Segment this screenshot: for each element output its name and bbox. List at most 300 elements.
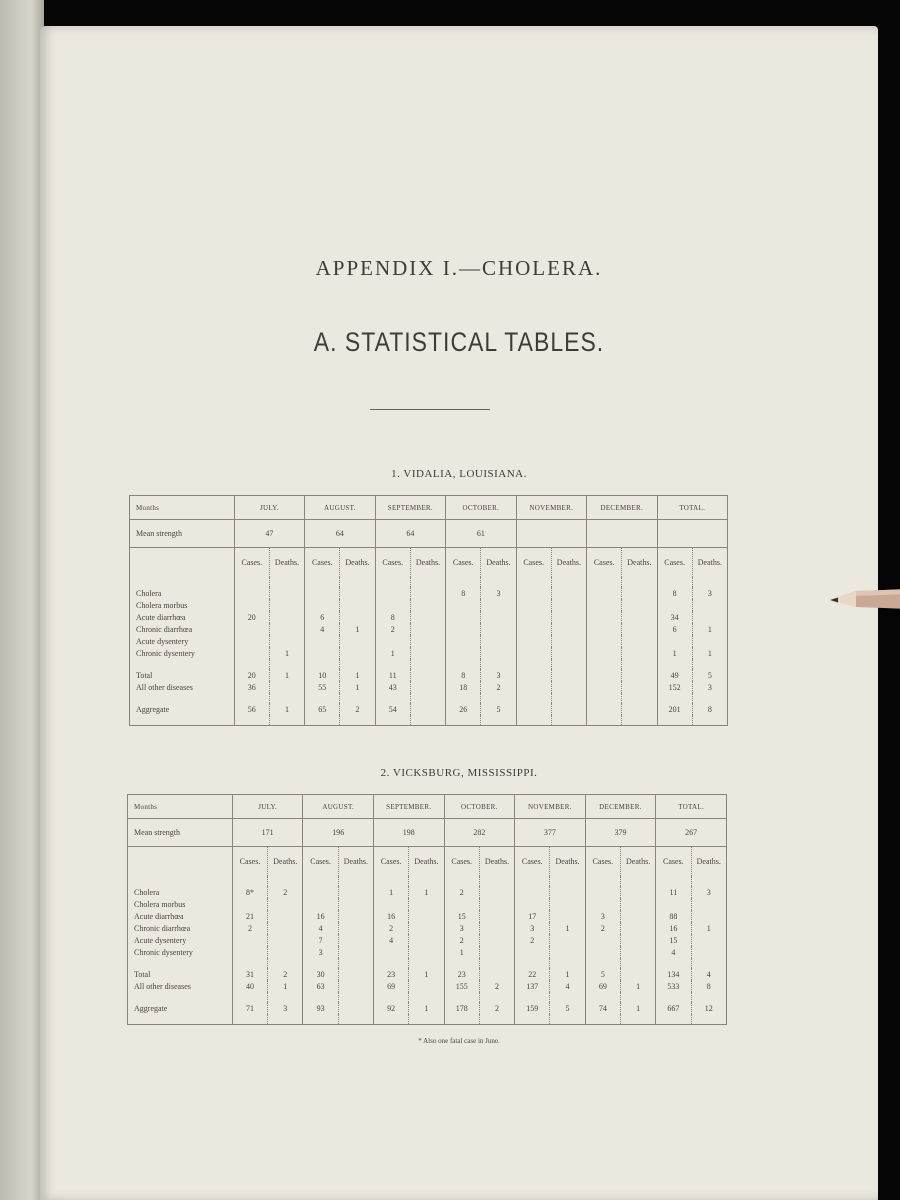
month-header: AUGUST. (303, 795, 374, 819)
cases-cell (305, 587, 340, 599)
spacer-cell (657, 577, 692, 587)
deaths-cell: 8 (692, 703, 727, 715)
cases-cell: 23 (374, 968, 409, 980)
cases-cell (234, 587, 269, 599)
vicksburg-table (127, 794, 727, 1025)
spacer-cell (303, 992, 338, 1002)
cases-cell: 8 (446, 587, 481, 599)
deaths-cell (620, 934, 655, 946)
cases-cell: 20 (234, 669, 269, 681)
deaths-cell (409, 922, 444, 934)
spacer-cell (234, 577, 269, 587)
deaths-cell (551, 703, 586, 715)
deaths-cell (340, 599, 375, 611)
row-label: Total (136, 670, 153, 680)
spacer-cell (551, 715, 586, 726)
month-header: DECEMBER. (587, 496, 657, 520)
cases-cell (585, 934, 620, 946)
deaths-cell (550, 910, 585, 922)
months-label: Months (130, 496, 235, 520)
spacer-cell (479, 876, 514, 886)
disease-row (130, 635, 728, 647)
spacer-cell (410, 659, 445, 669)
cases-cell (587, 635, 622, 647)
disease-row (128, 898, 727, 910)
row-label: Acute dysentery (134, 935, 187, 945)
spacer-cell (481, 715, 516, 726)
row-label: Cholera (134, 887, 160, 897)
spacer-cell (446, 715, 481, 726)
cases-cell (585, 898, 620, 910)
deaths-cell (269, 587, 304, 599)
deaths-cell: 4 (550, 980, 585, 992)
spacer-cell (656, 958, 691, 968)
aggregate-row (130, 703, 728, 715)
cases-deaths-header-row (128, 847, 727, 877)
months-header-row (130, 496, 728, 520)
spacer-cell (481, 693, 516, 703)
deaths-cell (620, 922, 655, 934)
spacer-cell (410, 693, 445, 703)
spacer-cell (340, 715, 375, 726)
spacer-cell (410, 715, 445, 726)
deaths-header: Deaths. (551, 548, 586, 578)
cases-cell (587, 587, 622, 599)
deaths-cell: 2 (481, 681, 516, 693)
cases-cell: 71 (232, 1002, 267, 1014)
cases-header: Cases. (374, 847, 409, 877)
deaths-header: Deaths. (481, 548, 516, 578)
cases-cell: 11 (375, 669, 410, 681)
spacer-row (128, 992, 727, 1002)
spacer-cell (375, 659, 410, 669)
deaths-cell (410, 703, 445, 715)
deaths-cell (691, 934, 726, 946)
spacer-row (130, 715, 728, 726)
spacer-cell (585, 958, 620, 968)
cases-header: Cases. (444, 847, 479, 877)
spacer-cell (515, 958, 550, 968)
deaths-cell (338, 898, 373, 910)
deaths-cell (551, 635, 586, 647)
cases-cell (587, 599, 622, 611)
mean-strength-value: 379 (585, 819, 656, 847)
spacer-cell (515, 992, 550, 1002)
footnote: * Also one fatal case in June. (418, 1037, 500, 1045)
deaths-cell (550, 946, 585, 958)
cases-cell: 137 (515, 980, 550, 992)
mean-strength-row (130, 520, 728, 548)
mean-strength-value (587, 520, 657, 548)
deaths-header: Deaths. (268, 847, 303, 877)
spacer-cell (303, 958, 338, 968)
vidalia-table (129, 495, 728, 726)
cases-cell (516, 623, 551, 635)
deaths-cell (551, 611, 586, 623)
spacer-cell (516, 715, 551, 726)
deaths-cell (269, 611, 304, 623)
deaths-cell (269, 623, 304, 635)
cases-cell: 17 (515, 910, 550, 922)
spacer-cell (691, 1014, 726, 1025)
deaths-cell (620, 898, 655, 910)
mean-strength-value: 198 (374, 819, 445, 847)
spacer-cell (550, 958, 585, 968)
spacer-cell (622, 577, 657, 587)
cases-cell (232, 946, 267, 958)
spacer-cell (622, 715, 657, 726)
cases-cell (515, 946, 550, 958)
deaths-cell: 2 (340, 703, 375, 715)
spacer-cell (656, 992, 691, 1002)
deaths-cell: 5 (550, 1002, 585, 1014)
deaths-cell (269, 635, 304, 647)
section-title: A. STATISTICAL TABLES. (313, 326, 605, 357)
deaths-cell: 4 (691, 968, 726, 980)
spacer-cell (232, 958, 267, 968)
months-label: Months (128, 795, 233, 819)
cases-cell: 3 (515, 922, 550, 934)
deaths-cell: 1 (550, 922, 585, 934)
deaths-header: Deaths. (479, 847, 514, 877)
spacer-cell (550, 876, 585, 886)
spacer-cell (620, 1014, 655, 1025)
spacer-cell (268, 992, 303, 1002)
spacer-cell (587, 715, 622, 726)
cases-cell: 11 (656, 886, 691, 898)
deaths-header: Deaths. (622, 548, 657, 578)
deaths-cell (479, 934, 514, 946)
mean-strength-value: 61 (446, 520, 516, 548)
spacer-cell (587, 693, 622, 703)
mean-strength-value: 64 (375, 520, 445, 548)
cases-cell: 1 (657, 647, 692, 659)
cases-cell (234, 647, 269, 659)
blank-label (128, 847, 233, 877)
spacer-cell (303, 1014, 338, 1025)
cases-cell: 16 (374, 910, 409, 922)
mean-strength-value (516, 520, 586, 548)
deaths-cell: 2 (479, 1002, 514, 1014)
cases-cell (516, 587, 551, 599)
deaths-cell: 1 (340, 681, 375, 693)
cases-cell: 18 (446, 681, 481, 693)
deaths-cell (340, 635, 375, 647)
cases-cell (303, 898, 338, 910)
mean-strength-value: 267 (656, 819, 727, 847)
deaths-cell (338, 1002, 373, 1014)
row-label: Total (134, 969, 151, 979)
spacer-cell (551, 577, 586, 587)
spacer-cell (305, 577, 340, 587)
spacer-cell (409, 992, 444, 1002)
appendix-title: APPENDIX I.—CHOLERA. (315, 256, 603, 280)
month-header: TOTAL. (656, 795, 727, 819)
deaths-cell (338, 934, 373, 946)
spacer-cell (269, 715, 304, 726)
cases-cell (444, 898, 479, 910)
deaths-cell (692, 611, 727, 623)
deaths-cell: 3 (692, 681, 727, 693)
deaths-cell (268, 946, 303, 958)
deaths-cell (338, 968, 373, 980)
cases-cell: 1 (444, 946, 479, 958)
cases-cell (232, 934, 267, 946)
cases-cell (515, 886, 550, 898)
cases-deaths-header-row (130, 548, 728, 578)
cases-cell: 23 (444, 968, 479, 980)
row-label: Chronic dysentery (134, 947, 193, 957)
cases-cell: 54 (375, 703, 410, 715)
deaths-cell (340, 647, 375, 659)
cases-cell (446, 623, 481, 635)
spacer-cell (444, 876, 479, 886)
spacer-cell (620, 958, 655, 968)
spacer-cell (409, 1014, 444, 1025)
cases-cell (516, 703, 551, 715)
spacer-cell (479, 1014, 514, 1025)
deaths-cell (479, 898, 514, 910)
deaths-cell (481, 599, 516, 611)
cases-cell: 15 (444, 910, 479, 922)
cases-cell (587, 681, 622, 693)
cases-cell (587, 623, 622, 635)
cases-cell: 21 (232, 910, 267, 922)
cases-cell: 34 (657, 611, 692, 623)
spacer-cell (515, 876, 550, 886)
spacer-cell (340, 659, 375, 669)
spacer-cell (656, 876, 691, 886)
cases-cell: 92 (374, 1002, 409, 1014)
spacer-cell (303, 876, 338, 886)
deaths-cell (622, 635, 657, 647)
cases-cell (374, 946, 409, 958)
deaths-cell (551, 647, 586, 659)
cases-cell: 159 (515, 1002, 550, 1014)
spacer-cell (585, 1014, 620, 1025)
spacer-cell (444, 1014, 479, 1025)
spacer-cell (446, 577, 481, 587)
deaths-cell (550, 934, 585, 946)
cases-cell: 3 (585, 910, 620, 922)
row-label: Cholera (136, 588, 162, 598)
cases-header: Cases. (656, 847, 691, 877)
spacer-cell (410, 577, 445, 587)
cases-cell (446, 635, 481, 647)
deaths-cell (410, 647, 445, 659)
cases-cell (374, 898, 409, 910)
deaths-cell: 1 (269, 669, 304, 681)
spacer-cell (516, 693, 551, 703)
row-label: All other diseases (136, 682, 193, 692)
deaths-cell: 3 (481, 587, 516, 599)
deaths-cell: 5 (692, 669, 727, 681)
spacer-cell (479, 992, 514, 1002)
cases-cell: 56 (234, 703, 269, 715)
month-header: JULY. (232, 795, 303, 819)
spacer-cell (551, 693, 586, 703)
deaths-cell: 1 (409, 968, 444, 980)
deaths-cell (692, 635, 727, 647)
spacer-cell (656, 1014, 691, 1025)
deaths-cell (691, 898, 726, 910)
cases-cell: 134 (656, 968, 691, 980)
cases-cell: 65 (305, 703, 340, 715)
mean-strength-value: 171 (232, 819, 303, 847)
deaths-cell: 1 (620, 980, 655, 992)
deaths-cell (622, 611, 657, 623)
mean-strength-value: 64 (305, 520, 375, 548)
deaths-cell (409, 946, 444, 958)
spacer-cell (268, 958, 303, 968)
spacer-cell (375, 715, 410, 726)
deaths-cell (340, 611, 375, 623)
month-header: SEPTEMBER. (374, 795, 445, 819)
spacer-cell (130, 715, 235, 726)
spacer-row (130, 693, 728, 703)
cases-cell (234, 599, 269, 611)
deaths-cell (622, 587, 657, 599)
spacer-cell (691, 958, 726, 968)
cases-cell: 178 (444, 1002, 479, 1014)
mean-strength-label: Mean strength (130, 520, 235, 548)
month-header: AUGUST. (305, 496, 375, 520)
month-header: NOVEMBER. (515, 795, 586, 819)
spacer-cell (479, 958, 514, 968)
spacer-cell (585, 992, 620, 1002)
spacer-cell (622, 693, 657, 703)
deaths-header: Deaths. (340, 548, 375, 578)
deaths-cell (622, 703, 657, 715)
cases-cell: 2 (444, 934, 479, 946)
deaths-cell (481, 623, 516, 635)
spacer-cell (446, 693, 481, 703)
spacer-cell (128, 958, 233, 968)
spacer-cell (234, 659, 269, 669)
deaths-cell (409, 910, 444, 922)
cases-cell (516, 681, 551, 693)
deaths-header: Deaths. (409, 847, 444, 877)
cases-cell: 152 (657, 681, 692, 693)
cases-cell: 93 (303, 1002, 338, 1014)
deaths-cell: 1 (692, 623, 727, 635)
cases-cell (446, 611, 481, 623)
spacer-cell (130, 693, 235, 703)
cases-cell: 22 (515, 968, 550, 980)
deaths-cell (620, 968, 655, 980)
spacer-cell (340, 693, 375, 703)
spacer-cell (374, 1014, 409, 1025)
cases-cell: 4 (374, 934, 409, 946)
deaths-cell (410, 599, 445, 611)
deaths-cell (410, 669, 445, 681)
row-label: All other diseases (134, 981, 191, 991)
spacer-cell (657, 715, 692, 726)
deaths-cell: 2 (268, 886, 303, 898)
deaths-cell: 1 (620, 1002, 655, 1014)
spacer-cell (374, 876, 409, 886)
cases-cell: 88 (656, 910, 691, 922)
cases-cell (657, 635, 692, 647)
deaths-header: Deaths. (410, 548, 445, 578)
spacer-cell (691, 876, 726, 886)
cases-cell (305, 635, 340, 647)
deaths-cell (479, 946, 514, 958)
cases-cell: 40 (232, 980, 267, 992)
spacer-cell (128, 992, 233, 1002)
cases-cell (657, 599, 692, 611)
month-header: DECEMBER. (585, 795, 656, 819)
deaths-cell: 3 (268, 1002, 303, 1014)
deaths-header: Deaths. (692, 548, 727, 578)
row-label: Chronic dysentery (136, 648, 195, 658)
cases-cell: 667 (656, 1002, 691, 1014)
spacer-cell (128, 876, 233, 886)
spacer-cell (130, 577, 235, 587)
deaths-cell (551, 623, 586, 635)
deaths-cell (268, 922, 303, 934)
spacer-cell (338, 1014, 373, 1025)
cases-cell: 43 (375, 681, 410, 693)
cases-cell: 7 (303, 934, 338, 946)
spacer-cell (305, 715, 340, 726)
spacer-row (130, 577, 728, 587)
cases-cell: 16 (303, 910, 338, 922)
deaths-cell (269, 599, 304, 611)
cases-cell: 26 (446, 703, 481, 715)
cases-cell: 4 (656, 946, 691, 958)
title-rule (370, 409, 490, 410)
cases-cell: 2 (375, 623, 410, 635)
deaths-cell: 8 (691, 980, 726, 992)
spacer-cell (620, 992, 655, 1002)
deaths-cell (551, 669, 586, 681)
blank-label (130, 548, 235, 578)
mean-strength-value: 47 (234, 520, 304, 548)
cases-cell: 16 (656, 922, 691, 934)
cases-cell: 2 (444, 886, 479, 898)
cases-header: Cases. (587, 548, 622, 578)
total-row (130, 669, 728, 681)
deaths-cell (410, 623, 445, 635)
cases-cell (587, 703, 622, 715)
cases-cell: 15 (656, 934, 691, 946)
months-header-row (128, 795, 727, 819)
deaths-cell (479, 968, 514, 980)
spacer-cell (232, 876, 267, 886)
cases-cell: 2 (232, 922, 267, 934)
cases-cell: 3 (444, 922, 479, 934)
cases-cell: 55 (305, 681, 340, 693)
cases-cell: 2 (515, 934, 550, 946)
cases-cell (585, 946, 620, 958)
spacer-cell (444, 958, 479, 968)
deaths-cell: 1 (691, 922, 726, 934)
mean-strength-row (128, 819, 727, 847)
deaths-cell (340, 587, 375, 599)
cases-cell: 20 (234, 611, 269, 623)
spacer-cell (516, 577, 551, 587)
cases-cell (305, 647, 340, 659)
month-header: NOVEMBER. (516, 496, 586, 520)
row-label: Acute diarrhœa (136, 612, 186, 622)
deaths-cell (620, 946, 655, 958)
disease-row (130, 647, 728, 659)
spacer-cell (374, 992, 409, 1002)
deaths-cell (268, 898, 303, 910)
month-header: OCTOBER. (444, 795, 515, 819)
deaths-cell (268, 934, 303, 946)
